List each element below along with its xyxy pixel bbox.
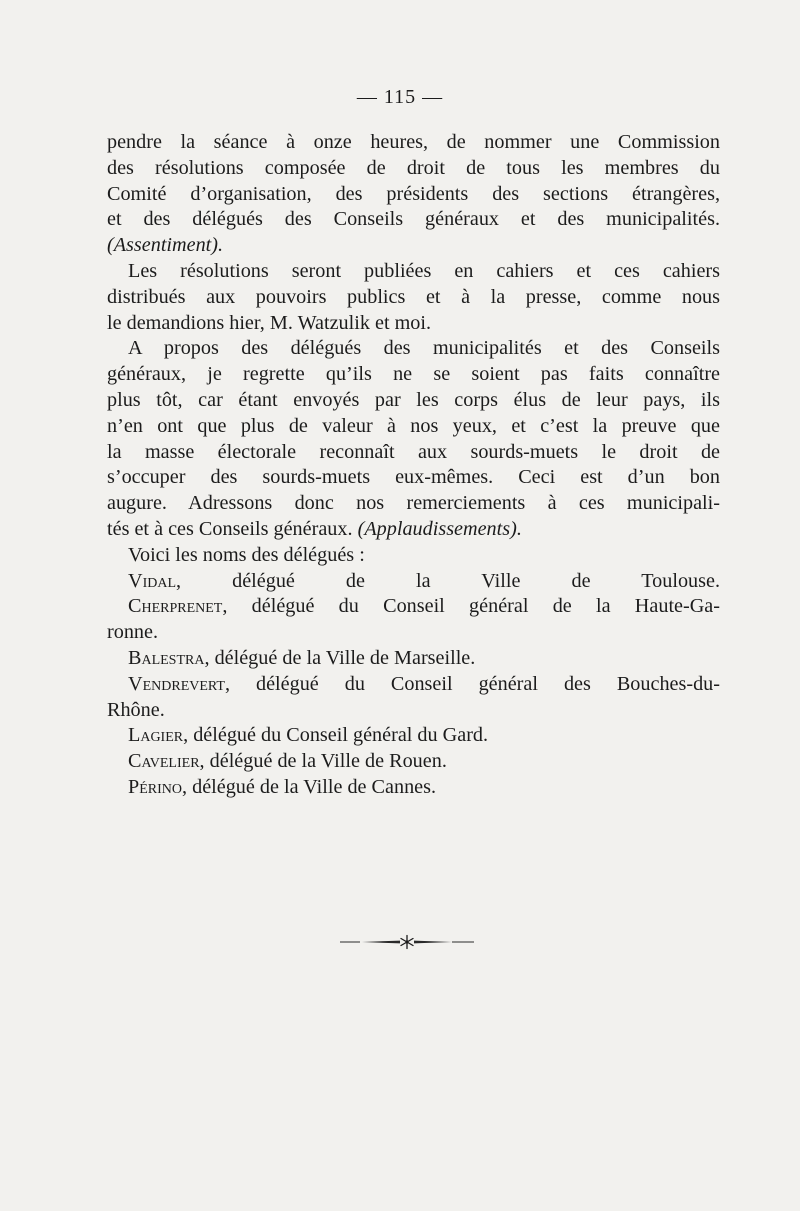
text-line: le demandions hier, M. Watzulik et moi. bbox=[107, 311, 432, 334]
text-line bbox=[107, 233, 720, 259]
delegate-entry bbox=[107, 775, 720, 801]
page-body bbox=[107, 130, 720, 801]
text-line: A propos des délégués des municipalités et des Conseils bbox=[128, 337, 720, 360]
star-ornament-icon bbox=[338, 934, 476, 950]
delegate-entry bbox=[107, 723, 720, 749]
text-line: Comité d’organisation, des présidents des sections étrangères, bbox=[107, 182, 720, 205]
text-line: s’occuper des sourds-muets eux-mêmes. Ceci est d’un bon bbox=[107, 466, 720, 489]
delegate-name: Périno bbox=[128, 775, 182, 798]
italic-remark: (Applaudissements). bbox=[357, 517, 522, 540]
delegate-role: , délégué du Conseil général de la Haute-Ga- bbox=[222, 595, 720, 618]
text-line: n’en ont que plus de valeur à nos yeux, et c’est la preuve que bbox=[107, 414, 720, 437]
delegate-name: Vidal bbox=[128, 569, 177, 592]
delegate-role: , délégué de la Ville de Rouen. bbox=[199, 750, 447, 773]
text-line: la masse électorale reconnaît aux sourds-muets le droit de bbox=[107, 440, 720, 463]
delegate-entry bbox=[107, 672, 720, 698]
delegate-role-continuation: ronne. bbox=[107, 621, 159, 644]
delegate-name: Vendrevert bbox=[128, 672, 225, 695]
delegate-name: Balestra bbox=[128, 646, 205, 669]
italic-remark: (Assentiment). bbox=[107, 234, 224, 257]
text-line: généraux, je regrette qu’ils ne se soient pas faits connaître bbox=[107, 363, 720, 386]
delegate-role: , délégué de la Ville de Marseille. bbox=[204, 646, 476, 669]
delegate-role: , délégué du Conseil général des Bouches-du- bbox=[224, 672, 720, 695]
text-line: plus tôt, car étant envoyés par les corps élus de leur pays, ils bbox=[107, 388, 720, 411]
page-number: — 115 — bbox=[356, 86, 444, 108]
delegate-name: Lagier bbox=[128, 724, 184, 747]
delegate-role-continuation: Rhône. bbox=[107, 698, 165, 721]
text-segment: tés et à ces Conseils généraux. bbox=[107, 517, 358, 540]
text-line: pendre la séance à onze heures, de nommer une Commission bbox=[107, 131, 720, 153]
delegate-entry bbox=[107, 749, 720, 775]
text-line: Les résolutions seront publiées en cahiers et ces cahiers bbox=[128, 259, 720, 282]
delegate-entry bbox=[107, 569, 720, 595]
text-line bbox=[107, 517, 720, 543]
text-line: des résolutions composée de droit de tous les membres du bbox=[107, 156, 720, 179]
delegate-name: Cavelier bbox=[128, 750, 200, 773]
delegate-name: Cherprenet bbox=[128, 595, 223, 618]
delegate-role: , délégué de la Ville de Cannes. bbox=[182, 775, 437, 798]
text-line: et des délégués des Conseils généraux et des municipalités. bbox=[107, 208, 720, 231]
text-line: augure. Adressons donc nos remerciements à ces municipali- bbox=[107, 492, 720, 515]
delegate-entry bbox=[107, 646, 720, 672]
text-line: Voici les noms des délégués : bbox=[128, 543, 365, 566]
delegate-role: , délégué de la Ville de Toulouse. bbox=[176, 569, 720, 592]
text-line: distribués aux pouvoirs publics et à la presse, comme nous bbox=[107, 285, 720, 308]
delegate-role: , délégué du Conseil général du Gard. bbox=[183, 724, 489, 747]
delegate-entry bbox=[107, 594, 720, 620]
